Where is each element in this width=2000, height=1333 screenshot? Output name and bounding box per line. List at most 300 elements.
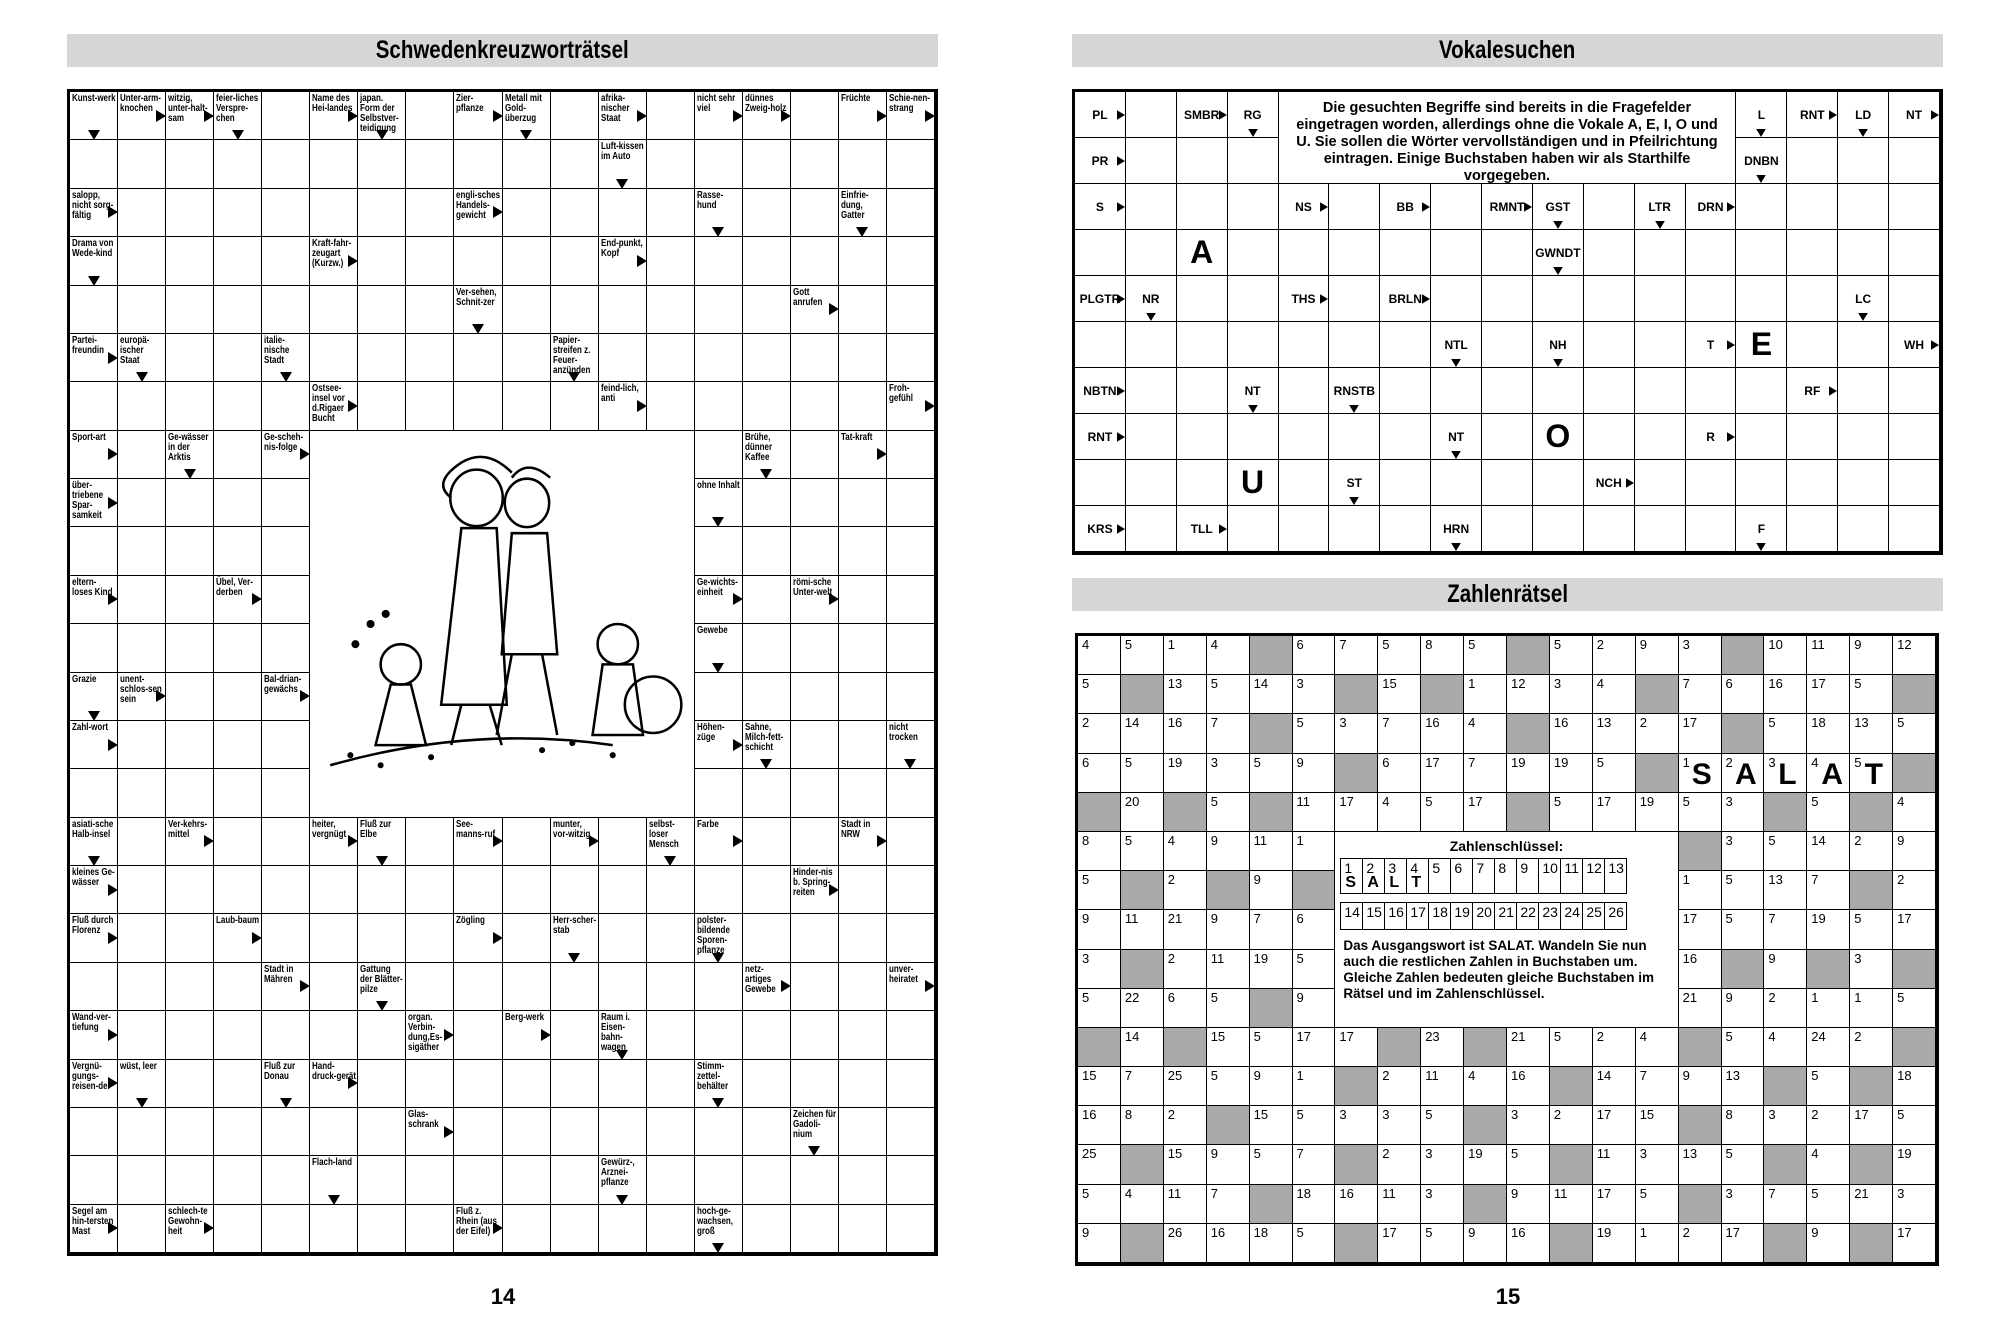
answer-cell[interactable] [647, 1205, 695, 1253]
answer-cell[interactable] [887, 624, 935, 672]
answer-cell[interactable] [599, 286, 647, 334]
number-cell[interactable]: 3 [1722, 793, 1765, 832]
answer-cell[interactable] [647, 914, 695, 962]
answer-cell[interactable] [887, 431, 935, 479]
number-cell[interactable]: 9 [1207, 832, 1250, 871]
answer-cell[interactable] [214, 1156, 262, 1204]
number-cell[interactable]: 5 [1593, 754, 1636, 793]
number-cell[interactable]: 16 [1421, 714, 1464, 753]
answer-cell[interactable] [1177, 276, 1228, 322]
number-cell[interactable]: 3 [1335, 714, 1378, 753]
answer-cell[interactable] [406, 1060, 454, 1108]
number-cell[interactable]: 8 [1078, 832, 1121, 871]
answer-cell[interactable] [1533, 276, 1584, 322]
number-cell[interactable]: 8 [1722, 1106, 1765, 1145]
answer-cell[interactable] [503, 286, 551, 334]
answer-cell[interactable] [743, 334, 791, 382]
number-cell[interactable]: 5 [1207, 989, 1250, 1028]
answer-cell[interactable] [262, 624, 310, 672]
number-cell[interactable]: 6 [1164, 989, 1207, 1028]
answer-cell[interactable] [551, 237, 599, 285]
answer-cell[interactable] [166, 382, 214, 430]
answer-cell[interactable] [166, 866, 214, 914]
number-cell[interactable]: 5 [1293, 714, 1336, 753]
answer-cell[interactable] [1228, 414, 1279, 460]
answer-cell[interactable] [70, 382, 118, 430]
number-cell[interactable]: 5 [1807, 1067, 1850, 1106]
answer-cell[interactable] [839, 866, 887, 914]
number-cell[interactable]: 9 [1078, 1224, 1121, 1263]
number-cell[interactable]: 7 [1464, 754, 1507, 793]
answer-cell[interactable] [1482, 230, 1533, 276]
answer-cell[interactable] [1482, 506, 1533, 552]
number-cell[interactable]: 2 [1722, 754, 1765, 793]
answer-cell[interactable] [791, 1156, 839, 1204]
answer-cell[interactable] [358, 866, 406, 914]
answer-cell[interactable] [551, 866, 599, 914]
key-cell[interactable] [1406, 858, 1429, 894]
number-cell[interactable]: 17 [1421, 754, 1464, 793]
number-cell[interactable]: 21 [1164, 910, 1207, 949]
answer-cell[interactable] [310, 1108, 358, 1156]
number-cell[interactable]: 4 [1593, 675, 1636, 714]
answer-cell[interactable] [358, 334, 406, 382]
answer-cell[interactable] [166, 527, 214, 575]
answer-cell[interactable] [262, 866, 310, 914]
number-cell[interactable]: 1 [1850, 989, 1893, 1028]
answer-cell[interactable] [118, 1205, 166, 1253]
given-vowel-letter[interactable]: U [1228, 460, 1279, 506]
number-cell[interactable]: 5 [1293, 950, 1336, 989]
number-cell[interactable]: 4 [1378, 793, 1421, 832]
answer-cell[interactable] [887, 1060, 935, 1108]
number-cell[interactable]: 17 [1807, 675, 1850, 714]
answer-cell[interactable] [454, 237, 502, 285]
answer-cell[interactable] [118, 1108, 166, 1156]
answer-cell[interactable] [647, 189, 695, 237]
number-cell[interactable]: 25 [1078, 1145, 1121, 1184]
answer-cell[interactable] [118, 286, 166, 334]
answer-cell[interactable] [1635, 276, 1686, 322]
answer-cell[interactable] [1584, 230, 1635, 276]
number-cell[interactable]: 15 [1636, 1106, 1679, 1145]
answer-cell[interactable] [358, 286, 406, 334]
number-cell[interactable]: 26 [1164, 1224, 1207, 1263]
answer-cell[interactable] [262, 1108, 310, 1156]
number-cell[interactable]: 9 [1250, 871, 1293, 910]
answer-cell[interactable] [166, 1108, 214, 1156]
answer-cell[interactable] [118, 237, 166, 285]
answer-cell[interactable] [166, 189, 214, 237]
number-cell[interactable]: 2 [1550, 1106, 1593, 1145]
number-cell[interactable]: 19 [1807, 910, 1850, 949]
answer-cell[interactable] [406, 914, 454, 962]
number-cell[interactable]: 4 [1164, 832, 1207, 871]
answer-cell[interactable] [743, 237, 791, 285]
answer-cell[interactable] [118, 914, 166, 962]
answer-cell[interactable] [1075, 460, 1126, 506]
answer-cell[interactable] [166, 237, 214, 285]
answer-cell[interactable] [70, 963, 118, 1011]
number-cell[interactable]: 7 [1807, 871, 1850, 910]
answer-cell[interactable] [358, 1205, 406, 1253]
answer-cell[interactable] [1533, 368, 1584, 414]
number-cell[interactable]: 1 [1636, 1224, 1679, 1263]
answer-cell[interactable] [647, 334, 695, 382]
answer-cell[interactable] [1177, 138, 1228, 184]
number-cell[interactable]: 3 [1293, 675, 1336, 714]
key-cell[interactable] [1472, 858, 1495, 894]
number-cell[interactable]: 17 [1293, 1028, 1336, 1067]
answer-cell[interactable] [503, 866, 551, 914]
number-cell[interactable]: 22 [1121, 989, 1164, 1028]
answer-cell[interactable] [1838, 230, 1889, 276]
answer-cell[interactable] [1482, 322, 1533, 368]
answer-cell[interactable] [262, 1156, 310, 1204]
number-cell[interactable]: 3 [1893, 1185, 1936, 1224]
answer-cell[interactable] [1838, 138, 1889, 184]
answer-cell[interactable] [1279, 368, 1330, 414]
answer-cell[interactable] [166, 1060, 214, 1108]
answer-cell[interactable] [214, 189, 262, 237]
answer-cell[interactable] [695, 769, 743, 817]
answer-cell[interactable] [791, 1205, 839, 1253]
number-cell[interactable]: 2 [1636, 714, 1679, 753]
answer-cell[interactable] [599, 1060, 647, 1108]
answer-cell[interactable] [166, 624, 214, 672]
number-cell[interactable]: 5 [1764, 832, 1807, 871]
answer-cell[interactable] [791, 140, 839, 188]
answer-cell[interactable] [166, 479, 214, 527]
number-cell[interactable]: 2 [1164, 950, 1207, 989]
number-cell[interactable]: 11 [1250, 832, 1293, 871]
answer-cell[interactable] [503, 1108, 551, 1156]
answer-cell[interactable] [1177, 368, 1228, 414]
number-cell[interactable]: 18 [1807, 714, 1850, 753]
number-cell[interactable]: 2 [1378, 1145, 1421, 1184]
answer-cell[interactable] [1329, 276, 1380, 322]
number-cell[interactable]: 2 [1893, 871, 1936, 910]
key-cell[interactable] [1362, 858, 1385, 894]
number-cell[interactable]: 7 [1378, 714, 1421, 753]
number-cell[interactable]: 5 [1207, 793, 1250, 832]
answer-cell[interactable] [1380, 230, 1431, 276]
number-cell[interactable]: 14 [1250, 675, 1293, 714]
answer-cell[interactable] [1584, 184, 1635, 230]
answer-cell[interactable] [118, 624, 166, 672]
answer-cell[interactable] [262, 527, 310, 575]
number-cell[interactable]: 17 [1679, 714, 1722, 753]
key-cell[interactable] [1560, 902, 1583, 930]
answer-cell[interactable] [1431, 184, 1482, 230]
given-vowel-letter[interactable]: A [1177, 230, 1228, 276]
answer-cell[interactable] [887, 673, 935, 721]
answer-cell[interactable] [1126, 92, 1177, 138]
number-cell[interactable]: 19 [1893, 1145, 1936, 1184]
number-cell[interactable]: 7 [1121, 1067, 1164, 1106]
answer-cell[interactable] [358, 1060, 406, 1108]
number-cell[interactable]: 25 [1164, 1067, 1207, 1106]
answer-cell[interactable] [743, 818, 791, 866]
answer-cell[interactable] [1635, 230, 1686, 276]
answer-cell[interactable] [1787, 460, 1838, 506]
number-cell[interactable]: 5 [1207, 1067, 1250, 1106]
answer-cell[interactable] [503, 382, 551, 430]
answer-cell[interactable] [1177, 414, 1228, 460]
answer-cell[interactable] [887, 866, 935, 914]
answer-cell[interactable] [743, 673, 791, 721]
answer-cell[interactable] [599, 189, 647, 237]
number-cell[interactable]: 4 [1078, 636, 1121, 675]
number-cell[interactable]: 3 [1507, 1106, 1550, 1145]
number-cell[interactable]: 5 [1207, 675, 1250, 714]
number-cell[interactable]: 5 [1507, 1145, 1550, 1184]
number-cell[interactable]: 5 [1550, 793, 1593, 832]
answer-cell[interactable] [1838, 460, 1889, 506]
answer-cell[interactable] [1889, 138, 1940, 184]
number-cell[interactable]: 5 [1722, 910, 1765, 949]
answer-cell[interactable] [791, 963, 839, 1011]
answer-cell[interactable] [887, 1205, 935, 1253]
number-cell[interactable]: 2 [1164, 871, 1207, 910]
answer-cell[interactable] [839, 673, 887, 721]
answer-cell[interactable] [454, 382, 502, 430]
answer-cell[interactable] [1126, 506, 1177, 552]
key-cell[interactable] [1384, 902, 1407, 930]
key-cell[interactable] [1340, 902, 1363, 930]
answer-cell[interactable] [599, 334, 647, 382]
answer-cell[interactable] [647, 1156, 695, 1204]
number-cell[interactable]: 9 [1207, 1145, 1250, 1184]
answer-cell[interactable] [406, 237, 454, 285]
answer-cell[interactable] [1889, 230, 1940, 276]
answer-cell[interactable] [791, 1011, 839, 1059]
number-cell[interactable]: 11 [1378, 1185, 1421, 1224]
number-cell[interactable]: 2 [1807, 1106, 1850, 1145]
answer-cell[interactable] [214, 866, 262, 914]
answer-cell[interactable] [551, 1060, 599, 1108]
answer-cell[interactable] [791, 818, 839, 866]
answer-cell[interactable] [310, 334, 358, 382]
answer-cell[interactable] [839, 1156, 887, 1204]
answer-cell[interactable] [551, 1205, 599, 1253]
number-cell[interactable]: 17 [1850, 1106, 1893, 1145]
number-cell[interactable]: 5 [1893, 714, 1936, 753]
key-cell[interactable] [1538, 858, 1561, 894]
given-vowel-letter[interactable]: O [1533, 414, 1584, 460]
answer-cell[interactable] [1431, 276, 1482, 322]
answer-cell[interactable] [1177, 322, 1228, 368]
answer-cell[interactable] [887, 237, 935, 285]
answer-cell[interactable] [406, 382, 454, 430]
number-cell[interactable]: 3 [1764, 1106, 1807, 1145]
number-cell[interactable]: 5 [1464, 636, 1507, 675]
answer-cell[interactable] [791, 914, 839, 962]
number-cell[interactable]: 1 [1293, 832, 1336, 871]
answer-cell[interactable] [839, 1060, 887, 1108]
number-cell[interactable]: 7 [1764, 910, 1807, 949]
answer-cell[interactable] [454, 1060, 502, 1108]
answer-cell[interactable] [647, 1011, 695, 1059]
number-cell[interactable]: 14 [1121, 714, 1164, 753]
number-cell[interactable]: 9 [1722, 989, 1765, 1028]
number-cell[interactable]: 4 [1464, 1067, 1507, 1106]
number-cell[interactable]: 3 [1421, 1185, 1464, 1224]
answer-cell[interactable] [791, 673, 839, 721]
answer-cell[interactable] [1279, 230, 1330, 276]
answer-cell[interactable] [599, 866, 647, 914]
answer-cell[interactable] [1228, 322, 1279, 368]
number-cell[interactable]: 2 [1850, 832, 1893, 871]
answer-cell[interactable] [839, 721, 887, 769]
answer-cell[interactable] [118, 866, 166, 914]
answer-cell[interactable] [1787, 414, 1838, 460]
number-cell[interactable]: 6 [1078, 754, 1121, 793]
answer-cell[interactable] [214, 769, 262, 817]
answer-cell[interactable] [1736, 414, 1787, 460]
answer-cell[interactable] [166, 769, 214, 817]
answer-cell[interactable] [791, 527, 839, 575]
answer-cell[interactable] [166, 1156, 214, 1204]
answer-cell[interactable] [70, 286, 118, 334]
answer-cell[interactable] [118, 1011, 166, 1059]
answer-cell[interactable] [503, 818, 551, 866]
number-cell[interactable]: 4 [1207, 636, 1250, 675]
answer-cell[interactable] [262, 1205, 310, 1253]
number-cell[interactable]: 5 [1636, 1185, 1679, 1224]
number-cell[interactable]: 5 [1293, 1106, 1336, 1145]
answer-cell[interactable] [1838, 322, 1889, 368]
answer-cell[interactable] [743, 576, 791, 624]
answer-cell[interactable] [1228, 276, 1279, 322]
answer-cell[interactable] [791, 479, 839, 527]
number-cell[interactable]: 6 [1293, 636, 1336, 675]
vowel-search-grid[interactable] [1072, 89, 1943, 555]
answer-cell[interactable] [1635, 368, 1686, 414]
answer-cell[interactable] [406, 818, 454, 866]
number-cell[interactable]: 8 [1121, 1106, 1164, 1145]
number-cell[interactable]: 3 [1722, 1185, 1765, 1224]
answer-cell[interactable] [503, 1205, 551, 1253]
answer-cell[interactable] [262, 479, 310, 527]
number-cell[interactable]: 17 [1679, 910, 1722, 949]
number-cell[interactable]: 5 [1850, 754, 1893, 793]
answer-cell[interactable] [214, 673, 262, 721]
key-cell[interactable] [1362, 902, 1385, 930]
answer-cell[interactable] [1279, 460, 1330, 506]
number-cell[interactable]: 11 [1121, 910, 1164, 949]
number-cell[interactable]: 4 [1764, 1028, 1807, 1067]
answer-cell[interactable] [839, 1011, 887, 1059]
number-cell[interactable]: 2 [1679, 1224, 1722, 1263]
key-cell[interactable] [1604, 902, 1627, 930]
answer-cell[interactable] [262, 576, 310, 624]
number-cell[interactable]: 21 [1507, 1028, 1550, 1067]
answer-cell[interactable] [743, 1011, 791, 1059]
number-cell[interactable]: 6 [1293, 910, 1336, 949]
answer-cell[interactable] [503, 140, 551, 188]
number-cell[interactable]: 5 [1722, 1145, 1765, 1184]
number-cell[interactable]: 18 [1250, 1224, 1293, 1263]
number-cell[interactable]: 15 [1164, 1145, 1207, 1184]
answer-cell[interactable] [1329, 230, 1380, 276]
answer-cell[interactable] [262, 769, 310, 817]
number-cell[interactable]: 5 [1722, 871, 1765, 910]
number-cell[interactable]: 17 [1722, 1224, 1765, 1263]
answer-cell[interactable] [887, 769, 935, 817]
answer-cell[interactable] [1533, 460, 1584, 506]
answer-cell[interactable] [839, 237, 887, 285]
answer-cell[interactable] [1177, 184, 1228, 230]
answer-cell[interactable] [1329, 184, 1380, 230]
answer-cell[interactable] [647, 1108, 695, 1156]
answer-cell[interactable] [887, 286, 935, 334]
answer-cell[interactable] [1736, 276, 1787, 322]
number-cell[interactable]: 13 [1164, 675, 1207, 714]
answer-cell[interactable] [887, 1011, 935, 1059]
number-cell[interactable]: 4 [1464, 714, 1507, 753]
answer-cell[interactable] [695, 527, 743, 575]
number-cell[interactable]: 17 [1335, 793, 1378, 832]
answer-cell[interactable] [1329, 506, 1380, 552]
answer-cell[interactable] [118, 382, 166, 430]
answer-cell[interactable] [647, 382, 695, 430]
answer-cell[interactable] [839, 334, 887, 382]
answer-cell[interactable] [214, 286, 262, 334]
answer-cell[interactable] [791, 92, 839, 140]
answer-cell[interactable] [262, 189, 310, 237]
answer-cell[interactable] [1482, 414, 1533, 460]
answer-cell[interactable] [647, 92, 695, 140]
number-cell[interactable]: 4 [1121, 1185, 1164, 1224]
number-cell[interactable]: 11 [1207, 950, 1250, 989]
number-cell[interactable]: 5 [1421, 793, 1464, 832]
answer-cell[interactable] [118, 818, 166, 866]
number-cell[interactable]: 11 [1421, 1067, 1464, 1106]
number-cell[interactable]: 17 [1593, 793, 1636, 832]
number-cell[interactable]: 5 [1722, 1028, 1765, 1067]
number-cell[interactable]: 13 [1722, 1067, 1765, 1106]
answer-cell[interactable] [1075, 230, 1126, 276]
answer-cell[interactable] [1838, 414, 1889, 460]
number-cell[interactable]: 19 [1164, 754, 1207, 793]
key-cell[interactable] [1428, 902, 1451, 930]
number-cell[interactable]: 11 [1164, 1185, 1207, 1224]
answer-cell[interactable] [1584, 414, 1635, 460]
number-cell[interactable]: 1 [1679, 754, 1722, 793]
number-cell[interactable]: 5 [1250, 1028, 1293, 1067]
answer-cell[interactable] [1279, 506, 1330, 552]
answer-cell[interactable] [1787, 138, 1838, 184]
number-cell[interactable]: 5 [1807, 1185, 1850, 1224]
number-cell[interactable]: 16 [1078, 1106, 1121, 1145]
answer-cell[interactable] [551, 963, 599, 1011]
answer-cell[interactable] [743, 769, 791, 817]
answer-cell[interactable] [262, 140, 310, 188]
number-cell[interactable]: 17 [1593, 1106, 1636, 1145]
number-cell[interactable]: 19 [1464, 1145, 1507, 1184]
answer-cell[interactable] [839, 527, 887, 575]
answer-cell[interactable] [887, 576, 935, 624]
answer-cell[interactable] [1380, 368, 1431, 414]
answer-cell[interactable] [118, 576, 166, 624]
answer-cell[interactable] [1686, 230, 1737, 276]
answer-cell[interactable] [1736, 184, 1787, 230]
number-cell[interactable]: 15 [1078, 1067, 1121, 1106]
key-cell[interactable] [1582, 902, 1605, 930]
answer-cell[interactable] [406, 189, 454, 237]
answer-cell[interactable] [1228, 184, 1279, 230]
